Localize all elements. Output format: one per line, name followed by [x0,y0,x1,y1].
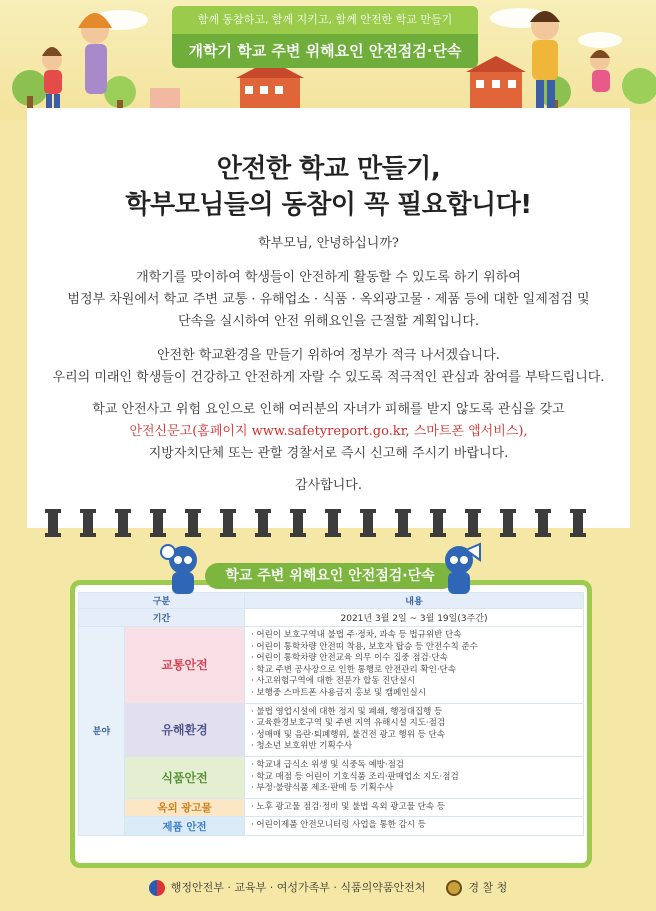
category-items [245,798,584,817]
list-item: · 어린이 보호구역내 불법 주·정차, 과속 등 법규위반 단속 [251,630,577,642]
category-items [245,756,584,798]
list-item: · 어린이 통학차량 안전교육 의무 이수 집중 점검·단속 [251,653,577,665]
footer [0,873,656,903]
list-item: · 청소년 보호위반 기획수사 [251,741,577,753]
paragraph-1-line-3: 단속을 실시하여 안전 위해요인을 근절할 계획입니다. [177,314,480,329]
footer-ministries: 행정안전부 · 교육부 · 여성가족부 · 식품의약품안전처 [170,881,426,894]
paragraph-3-line-1: 학교 안전사고 위험 요인으로 인해 여러분의 자녀가 피해를 받지 않도록 관심을 갖고 [92,402,565,417]
header-subtitle: 함께 동참하고, 함께 지키고, 함께 안전한 학교 만들기 [172,6,478,34]
binder-ring [503,509,513,537]
category-traffic: 교통안전 [125,627,245,704]
thanks: 감사합니다. [295,478,362,493]
list-item: · 어린이 통학차량 안전띠 착용, 보호자 탑승 등 안전수칙 준수 [251,642,577,654]
binder-ring [293,509,303,537]
letter-paper [27,108,630,528]
binder-ring [188,509,198,537]
header-illustration [0,0,656,120]
binder-ring [538,509,548,537]
list-item: · 어린이제품 안전모니터링 사업을 통한 감시 등 [251,820,577,832]
list-item: · 노후 광고물 점검·정비 및 불법 옥외 광고물 단속 등 [251,802,577,814]
greeting: 학부모님, 안녕하십니까? [258,236,399,251]
header-title: 개학기 학교 주변 위해요인 안전점검·단속 [172,34,478,68]
category-product-safety: 제품 안전 [125,817,245,836]
headline-line-1: 안전한 학교 만들기, [216,154,441,184]
period-label: 기간 [79,609,245,627]
list-item: · 학교 주변 공사장으로 인한 통행로 안전관리 확인·단속 [251,665,577,677]
category-food-safety: 식품안전 [125,756,245,798]
table-row [79,798,584,817]
paragraph-2-line-1: 안전한 학교환경을 만들기 위하여 정부가 적극 나서겠습니다. [157,348,500,363]
binder-ring [363,509,373,537]
list-item: · 학교내 급식소 위생 및 식중독 예방·점검 [251,760,577,772]
inspection-table [78,592,584,836]
binder-ring [153,509,163,537]
col-header-content: 내용 [245,593,584,609]
binder-ring [573,509,583,537]
paragraph-3-line-3: 지방자치단체 또는 관할 경찰서로 즉시 신고해 주시기 바랍니다. [148,446,509,461]
binder-ring [433,509,443,537]
binder-ring [468,509,478,537]
binder-ring [83,509,93,537]
col-header-category: 구분 [79,593,245,609]
police-mascot-right [436,542,482,598]
table-row [79,756,584,798]
table-row [79,627,584,704]
table-row [79,817,584,836]
category-items [245,627,584,704]
category-items [245,703,584,756]
field-label: 분야 [79,627,125,836]
category-harmful-environment: 유해환경 [125,703,245,756]
category-items [245,817,584,836]
list-item: · 보행중 스마트폰 사용금지 홍보 및 캠페인실시 [251,688,577,700]
period-value: 2021년 3월 2일 ~ 3월 19일(3주간) [245,609,584,627]
headline-line-2: 학부모님들의 동참이 꼭 필요합니다! [125,190,532,220]
paragraph-1-line-1: 개학기를 맞이하여 학생들이 안전하게 활동할 수 있도록 하기 위하여 [136,270,521,285]
panel-title: 학교 주변 위해요인 안전점검·단속 [205,563,455,589]
binder-ring [118,509,128,537]
binder-ring [258,509,268,537]
list-item: · 사고위험구역에 대한 전문가 합동 진단실시 [251,676,577,688]
list-item: · 교육환경보호구역 및 주변 지역 유해시설 지도·점검 [251,718,577,730]
list-item: · 학교 매점 등 어린이 기호식품 조리·판매업소 지도·점검 [251,772,577,784]
paragraph-1-line-2: 범정부 차원에서 학교 주변 교통 · 유해업소 · 식품 · 옥외광고물 · 제품 등에 대한 일제점검 및 [67,292,590,307]
police-emblem-icon [446,880,462,896]
binder-rings [48,509,608,537]
binder-ring [328,509,338,537]
category-outdoor-ads: 옥외 광고물 [125,798,245,817]
binder-ring [223,509,233,537]
binder-ring [398,509,408,537]
list-item: · 부정·불량식품 제조·판매 등 기획수사 [251,783,577,795]
table-row [79,703,584,756]
footer-police: 경 찰 청 [468,881,508,894]
government-emblem-icon [149,880,165,896]
binder-ring [48,509,58,537]
safety-report-link[interactable]: 안전신문고(홈페이지 www.safetyreport.go.kr, 스마트폰 앱서비스), [129,424,528,439]
list-item: · 불법 영업시설에 대한 정지 및 폐쇄, 행정대집행 등 [251,707,577,719]
paragraph-2-line-2: 우리의 미래인 학생들이 건강하고 안전하게 자랄 수 있도록 적극적인 관심과 참여를 부탁드립니다. [52,370,605,385]
list-item: · 성매매 및 음란·퇴폐행위, 불건전 광고 행위 등 단속 [251,730,577,742]
police-mascot-left [160,542,206,598]
